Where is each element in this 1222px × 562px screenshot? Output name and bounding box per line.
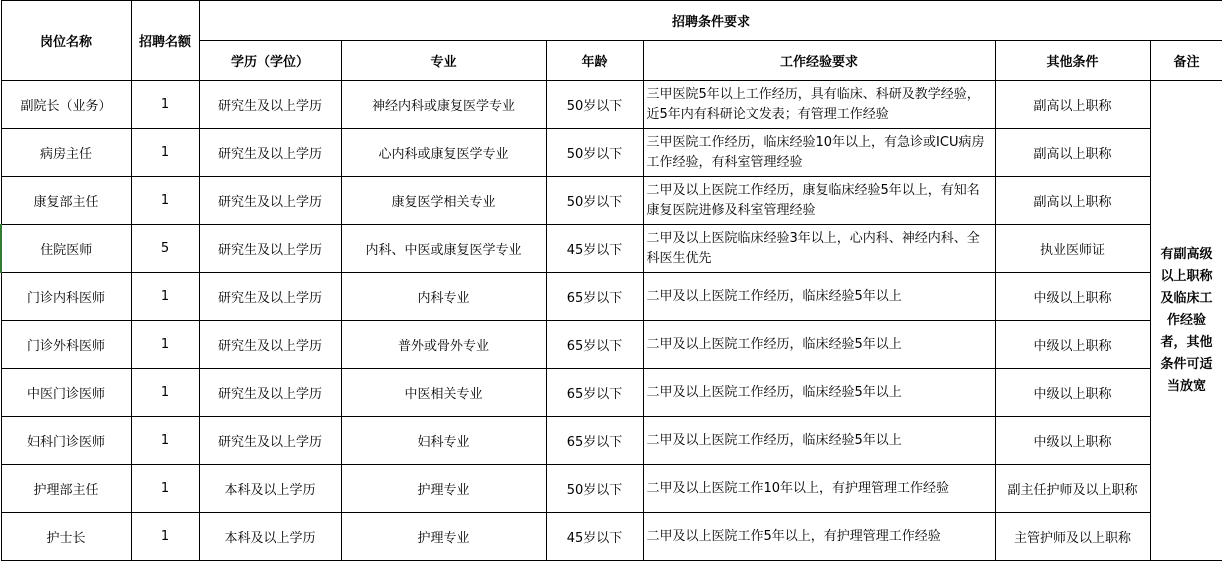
cell-major: 内科专业 (341, 273, 546, 321)
cell-education: 研究生及以上学历 (199, 129, 341, 177)
table-row (1, 177, 1222, 225)
cell-major: 中医相关专业 (341, 369, 546, 417)
cell-education: 研究生及以上学历 (199, 369, 341, 417)
cell-experience: 二甲及以上医院工作经历，临床经验5年以上 (643, 273, 995, 321)
cell-education: 研究生及以上学历 (199, 417, 341, 465)
cell-age: 65岁以下 (546, 273, 643, 321)
cell-age: 45岁以下 (546, 513, 643, 561)
cell-major: 康复医学相关专业 (341, 177, 546, 225)
cell-experience: 三甲医院5年以上工作经历，具有临床、科研及教学经验，近5年内有科研论文发表；有管理工作经验 (643, 81, 995, 129)
cell-quota: 1 (131, 273, 199, 321)
cell-position: 住院医师 (1, 225, 131, 273)
cell-education: 本科及以上学历 (199, 513, 341, 561)
cell-major: 普外或骨外专业 (341, 321, 546, 369)
cell-position: 护士长 (1, 513, 131, 561)
cell-age: 65岁以下 (546, 417, 643, 465)
table-row (1, 129, 1222, 177)
table-row (1, 465, 1222, 513)
cell-experience: 二甲及以上医院工作5年以上，有护理管理工作经验 (643, 513, 995, 561)
cell-other: 中级以上职称 (995, 273, 1150, 321)
header-position: 岗位名称 (1, 1, 131, 81)
table-row (1, 81, 1222, 129)
header-experience: 工作经验要求 (643, 41, 995, 81)
cell-major: 护理专业 (341, 465, 546, 513)
cell-major: 内科、中医或康复医学专业 (341, 225, 546, 273)
cell-quota: 1 (131, 465, 199, 513)
cell-position: 副院长（业务） (1, 81, 131, 129)
cell-other: 中级以上职称 (995, 321, 1150, 369)
cell-quota: 1 (131, 129, 199, 177)
cell-experience: 二甲及以上医院工作经历，临床经验5年以上 (643, 321, 995, 369)
remark-cell: 有副高级以上职称及临床工作经验者，其他条件可适当放宽 (1150, 81, 1222, 561)
cell-quota: 1 (131, 417, 199, 465)
table-row (1, 369, 1222, 417)
cell-age: 50岁以下 (546, 465, 643, 513)
cell-position: 妇科门诊医师 (1, 417, 131, 465)
cell-other: 副高以上职称 (995, 177, 1150, 225)
cell-education: 研究生及以上学历 (199, 321, 341, 369)
cell-experience: 二甲及以上医院工作经历，临床经验5年以上 (643, 369, 995, 417)
cell-position: 门诊外科医师 (1, 321, 131, 369)
cell-other: 主管护师及以上职称 (995, 513, 1150, 561)
header-remark: 备注 (1150, 41, 1222, 81)
cell-position: 门诊内科医师 (1, 273, 131, 321)
header-major: 专业 (341, 41, 546, 81)
cell-quota: 1 (131, 369, 199, 417)
cell-position: 护理部主任 (1, 465, 131, 513)
cell-major: 妇科专业 (341, 417, 546, 465)
cell-age: 50岁以下 (546, 177, 643, 225)
header-row-top (1, 1, 1222, 41)
cell-position: 康复部主任 (1, 177, 131, 225)
table-row (1, 273, 1222, 321)
header-conditions: 招聘条件要求 (199, 1, 1222, 41)
cell-education: 研究生及以上学历 (199, 177, 341, 225)
cell-other: 副高以上职称 (995, 81, 1150, 129)
cell-other: 执业医师证 (995, 225, 1150, 273)
cell-experience: 二甲及以上医院工作经历，康复临床经验5年以上，有知名康复医院进修及科室管理经验 (643, 177, 995, 225)
header-quota: 招聘名额 (131, 1, 199, 81)
cell-age: 50岁以下 (546, 129, 643, 177)
cell-education: 研究生及以上学历 (199, 273, 341, 321)
cell-age: 50岁以下 (546, 81, 643, 129)
cell-quota: 1 (131, 81, 199, 129)
cell-major: 神经内科或康复医学专业 (341, 81, 546, 129)
cell-quota: 1 (131, 513, 199, 561)
cell-major: 护理专业 (341, 513, 546, 561)
header-other: 其他条件 (995, 41, 1150, 81)
cell-quota: 1 (131, 177, 199, 225)
header-age: 年龄 (546, 41, 643, 81)
cell-education: 研究生及以上学历 (199, 81, 341, 129)
cell-other: 副主任护师及以上职称 (995, 465, 1150, 513)
cell-age: 65岁以下 (546, 369, 643, 417)
cell-experience: 二甲及以上医院临床经验3年以上，心内科、神经内科、全科医生优先 (643, 225, 995, 273)
cell-position: 中医门诊医师 (1, 369, 131, 417)
cell-other: 中级以上职称 (995, 369, 1150, 417)
cell-major: 心内科或康复医学专业 (341, 129, 546, 177)
cell-experience: 三甲医院工作经历，临床经验10年以上，有急诊或ICU病房工作经验，有科室管理经验 (643, 129, 995, 177)
table-row (1, 513, 1222, 561)
table-row (1, 225, 1222, 273)
cell-age: 45岁以下 (546, 225, 643, 273)
cell-age: 65岁以下 (546, 321, 643, 369)
table-row (1, 417, 1222, 465)
cell-position: 病房主任 (1, 129, 131, 177)
cell-quota: 5 (131, 225, 199, 273)
cell-education: 研究生及以上学历 (199, 225, 341, 273)
cell-other: 副高以上职称 (995, 129, 1150, 177)
cell-experience: 二甲及以上医院工作经历，临床经验5年以上 (643, 417, 995, 465)
cell-other: 中级以上职称 (995, 417, 1150, 465)
cell-education: 本科及以上学历 (199, 465, 341, 513)
header-education: 学历（学位） (199, 41, 341, 81)
table-row (1, 321, 1222, 369)
cell-quota: 1 (131, 321, 199, 369)
cell-experience: 二甲及以上医院工作10年以上，有护理管理工作经验 (643, 465, 995, 513)
